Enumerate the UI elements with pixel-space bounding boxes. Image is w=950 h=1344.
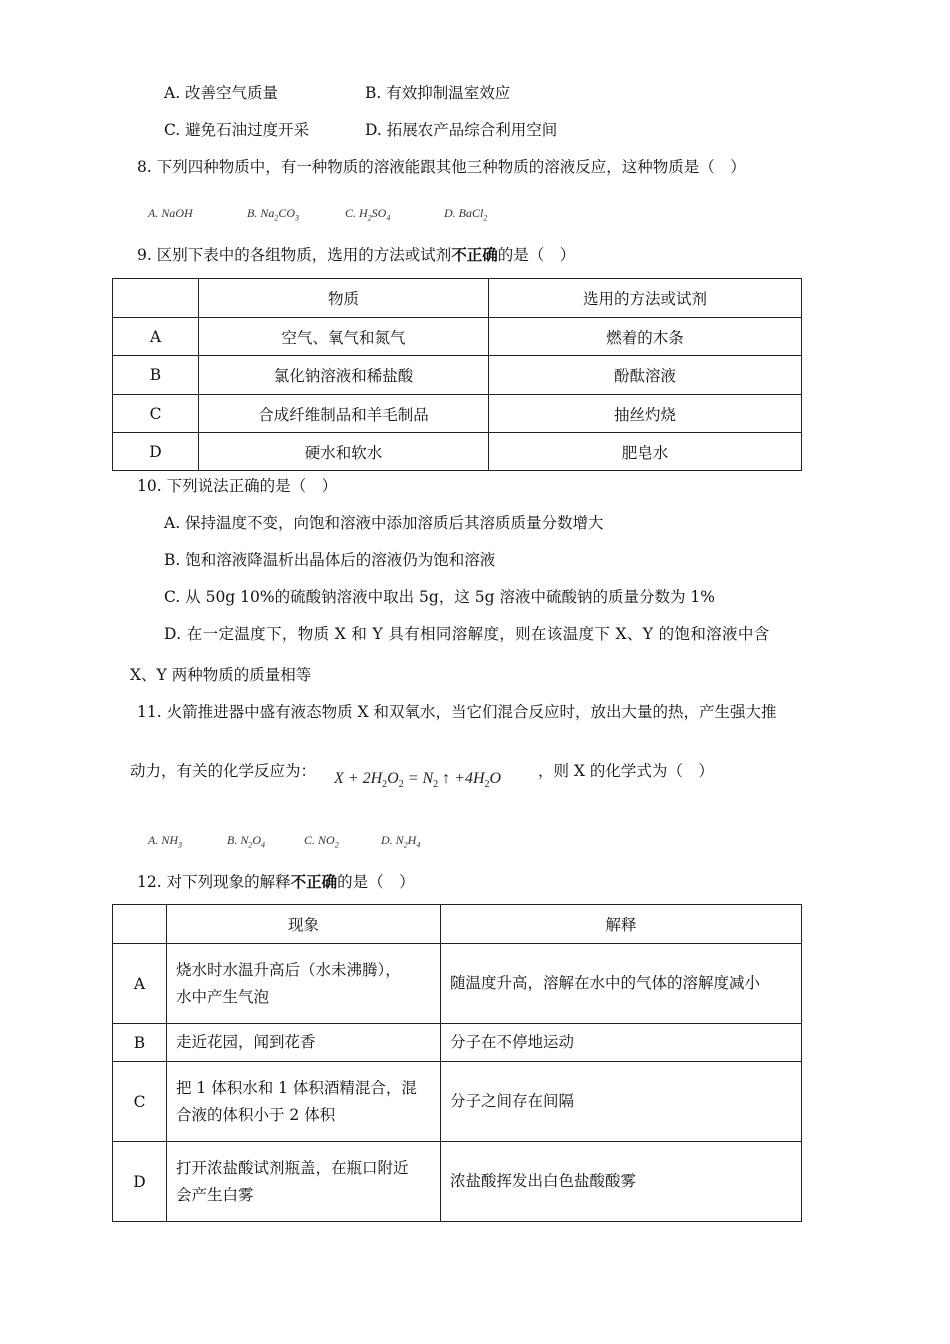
row-phenomenon: 烧水时水温升高后（水未沸腾）， 水中产生气泡 — [167, 944, 441, 1024]
q12-table — [112, 904, 802, 1222]
row-phenomenon: 把 1 体积水和 1 体积酒精混合，混 合液的体积小于 2 体积 — [167, 1062, 441, 1142]
row-method: 抽丝灼烧 — [489, 395, 802, 433]
row-method: 酚酞溶液 — [489, 356, 802, 395]
row-method: 肥皂水 — [489, 433, 802, 471]
q10-option-d-continued: X、Y 两种物质的质量相等 — [130, 666, 312, 684]
q11-stem-line2-post: ，则 X 的化学式为（ ） — [538, 762, 714, 780]
row-explanation: 分子之间存在间隔 — [441, 1062, 802, 1142]
q9-table — [112, 278, 802, 471]
row-key: C — [113, 395, 199, 433]
q9-header-method: 选用的方法或试剂 — [489, 279, 802, 318]
q10-option-d: D. 在一定温度下，物质 X 和 Y 具有相同溶解度，则在该温度下 X、Y 的饱和溶液中含 — [164, 625, 770, 643]
q7-option-c: C. 避免石油过度开采 — [164, 121, 310, 139]
row-explanation: 分子在不停地运动 — [441, 1024, 802, 1062]
q11-stem-line2-pre: 动力，有关的化学反应为： — [130, 762, 317, 780]
q9-header-substance: 物质 — [199, 279, 489, 318]
row-substance: 空气、氧气和氮气 — [199, 318, 489, 356]
q9-header-row — [113, 279, 802, 318]
q8-stem: 8. 下列四种物质中，有一种物质的溶液能跟其他三种物质的溶液反应，这种物质是（ ） — [137, 158, 746, 176]
q11-option-a: A. $NH_3$ — [148, 833, 182, 850]
q12-header-phenomenon: 现象 — [167, 905, 441, 944]
row-key: C — [113, 1062, 167, 1142]
row-key: B — [113, 1024, 167, 1062]
table-row — [113, 395, 802, 433]
q12-header-empty — [113, 905, 167, 944]
q10-stem: 10. 下列说法正确的是（ ） — [137, 477, 338, 495]
table-row — [113, 318, 802, 356]
q9-header-empty — [113, 279, 199, 318]
q12-stem: 12. 对下列现象的解释不正确的是（ ） — [137, 872, 415, 891]
row-key: A — [113, 318, 199, 356]
q11-option-c: C. $NO_2$ — [304, 833, 339, 850]
row-explanation: 浓盐酸挥发出白色盐酸酸雾 — [441, 1142, 802, 1222]
q10-option-c: C. 从 50g 10%的硫酸钠溶液中取出 5g，这 5g 溶液中硫酸钠的质量分数为 1% — [164, 588, 715, 606]
q7-option-b: B. 有效抑制温室效应 — [365, 84, 511, 102]
q8-option-c: C. $H_2SO_4$ — [345, 206, 391, 223]
q7-option-d: D. 拓展农产品综合利用空间 — [365, 121, 558, 139]
q11-option-d: D. $N_2H_4$ — [381, 833, 421, 850]
row-key: D — [113, 1142, 167, 1222]
q12-header-explanation: 解释 — [441, 905, 802, 944]
table-row — [113, 1062, 802, 1142]
q11-equation: $X + 2H_2O_2 = N_2$ ↑ $+4H_2O$ — [334, 770, 502, 791]
table-row — [113, 1142, 802, 1222]
row-substance: 合成纤维制品和羊毛制品 — [199, 395, 489, 433]
row-key: B — [113, 356, 199, 395]
table-row — [113, 433, 802, 471]
q9-stem: 9. 区别下表中的各组物质，选用的方法或试剂不正确的是（ ） — [137, 245, 576, 264]
q8-option-b: B. $Na_2CO_3$ — [247, 206, 300, 223]
table-row — [113, 356, 802, 395]
row-phenomenon: 走近花园，闻到花香 — [167, 1024, 441, 1062]
row-key: D — [113, 433, 199, 471]
q10-option-a: A. 保持温度不变，向饱和溶液中添加溶质后其溶质质量分数增大 — [164, 514, 604, 532]
row-substance: 硬水和软水 — [199, 433, 489, 471]
q7-option-a: A. 改善空气质量 — [164, 84, 279, 102]
row-phenomenon: 打开浓盐酸试剂瓶盖，在瓶口附近 会产生白雾 — [167, 1142, 441, 1222]
row-key: A — [113, 944, 167, 1024]
row-substance: 氯化钠溶液和稀盐酸 — [199, 356, 489, 395]
row-method: 燃着的木条 — [489, 318, 802, 356]
q11-stem-line1: 11. 火箭推进器中盛有液态物质 X 和双氧水，当它们混合反应时，放出大量的热，产生强大推 — [137, 703, 777, 721]
q10-option-b: B. 饱和溶液降温析出晶体后的溶液仍为饱和溶液 — [164, 551, 496, 569]
row-explanation: 随温度升高，溶解在水中的气体的溶解度减小 — [441, 944, 802, 1024]
q8-option-d: D. BaCl$_2$ — [444, 206, 488, 223]
q11-option-b: B. $N_2O_4$ — [227, 833, 266, 850]
q12-header-row — [113, 905, 802, 944]
q8-option-a: A. NaOH — [148, 206, 193, 220]
table-row — [113, 944, 802, 1024]
table-row — [113, 1024, 802, 1062]
